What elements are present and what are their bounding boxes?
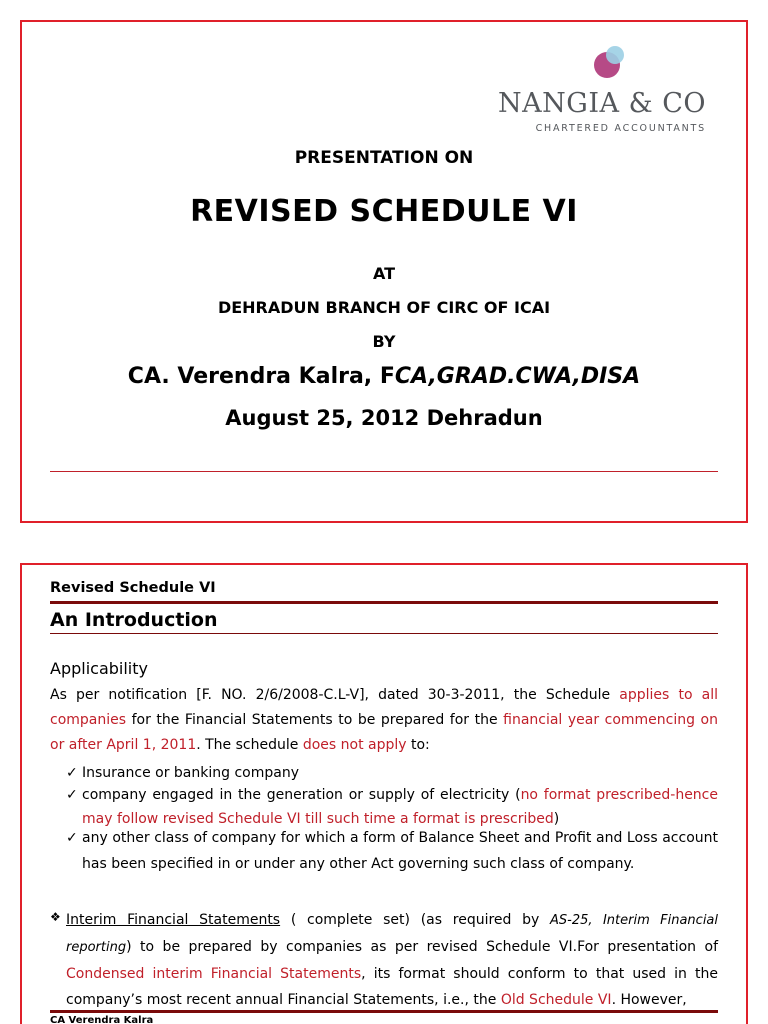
by-label: BY [372, 332, 396, 351]
footer-rule [50, 1010, 718, 1013]
applicability-heading: Applicability [50, 659, 148, 678]
section-title: An Introduction [50, 609, 218, 631]
presentation-on-label: PRESENTATION ON [294, 148, 474, 168]
presenter-name: CA. Verendra Kalra, FCA,GRAD.CWA,DISA [127, 364, 641, 389]
section-header: Revised Schedule VI [50, 580, 216, 596]
logo-name: NANGIA & CO [498, 88, 706, 119]
presentation-title: REVISED SCHEDULE VI [190, 194, 578, 229]
logo-circles-icon [594, 46, 630, 80]
checkmark-icon: ✓ [66, 830, 78, 846]
applicability-paragraph: As per notification [F. NO. 2/6/2008-C.L-V], dated 30-3-2011, the Schedule applies to all companies for the Financial Statements to be prepared for the financial year commencing on or after April 1, 2011. The schedule does not apply to: [50, 687, 718, 753]
presentation-date: August 25, 2012 Dehradun [225, 406, 543, 430]
branch-name: DEHRADUN BRANCH OF CIRC OF ICAI [217, 298, 551, 317]
header-rule [50, 601, 718, 604]
title-rule [50, 633, 718, 634]
checkmark-icon: ✓ [66, 787, 78, 803]
cover-divider [50, 471, 718, 472]
diamond-bullet-icon: ❖ [50, 910, 61, 924]
footer-author: CA Verendra Kalra [50, 1015, 154, 1024]
logo-subtitle: CHARTERED ACCOUNTANTS [535, 123, 706, 134]
interim-statements-paragraph: Interim Financial Statements ( complete set) (as required by AS-25, Interim Financial reporting) to be prepared by companies as per revised Schedule VI.For presentation of Condensed interim Financial Statements, its format should conform to that used in the company’s most recent annual Financial Statements, i.e., the Old Schedule VI. However, [66, 912, 719, 1008]
at-label: AT [372, 264, 396, 283]
nangia-logo [486, 44, 706, 140]
checkmark-icon: ✓ [66, 765, 78, 781]
